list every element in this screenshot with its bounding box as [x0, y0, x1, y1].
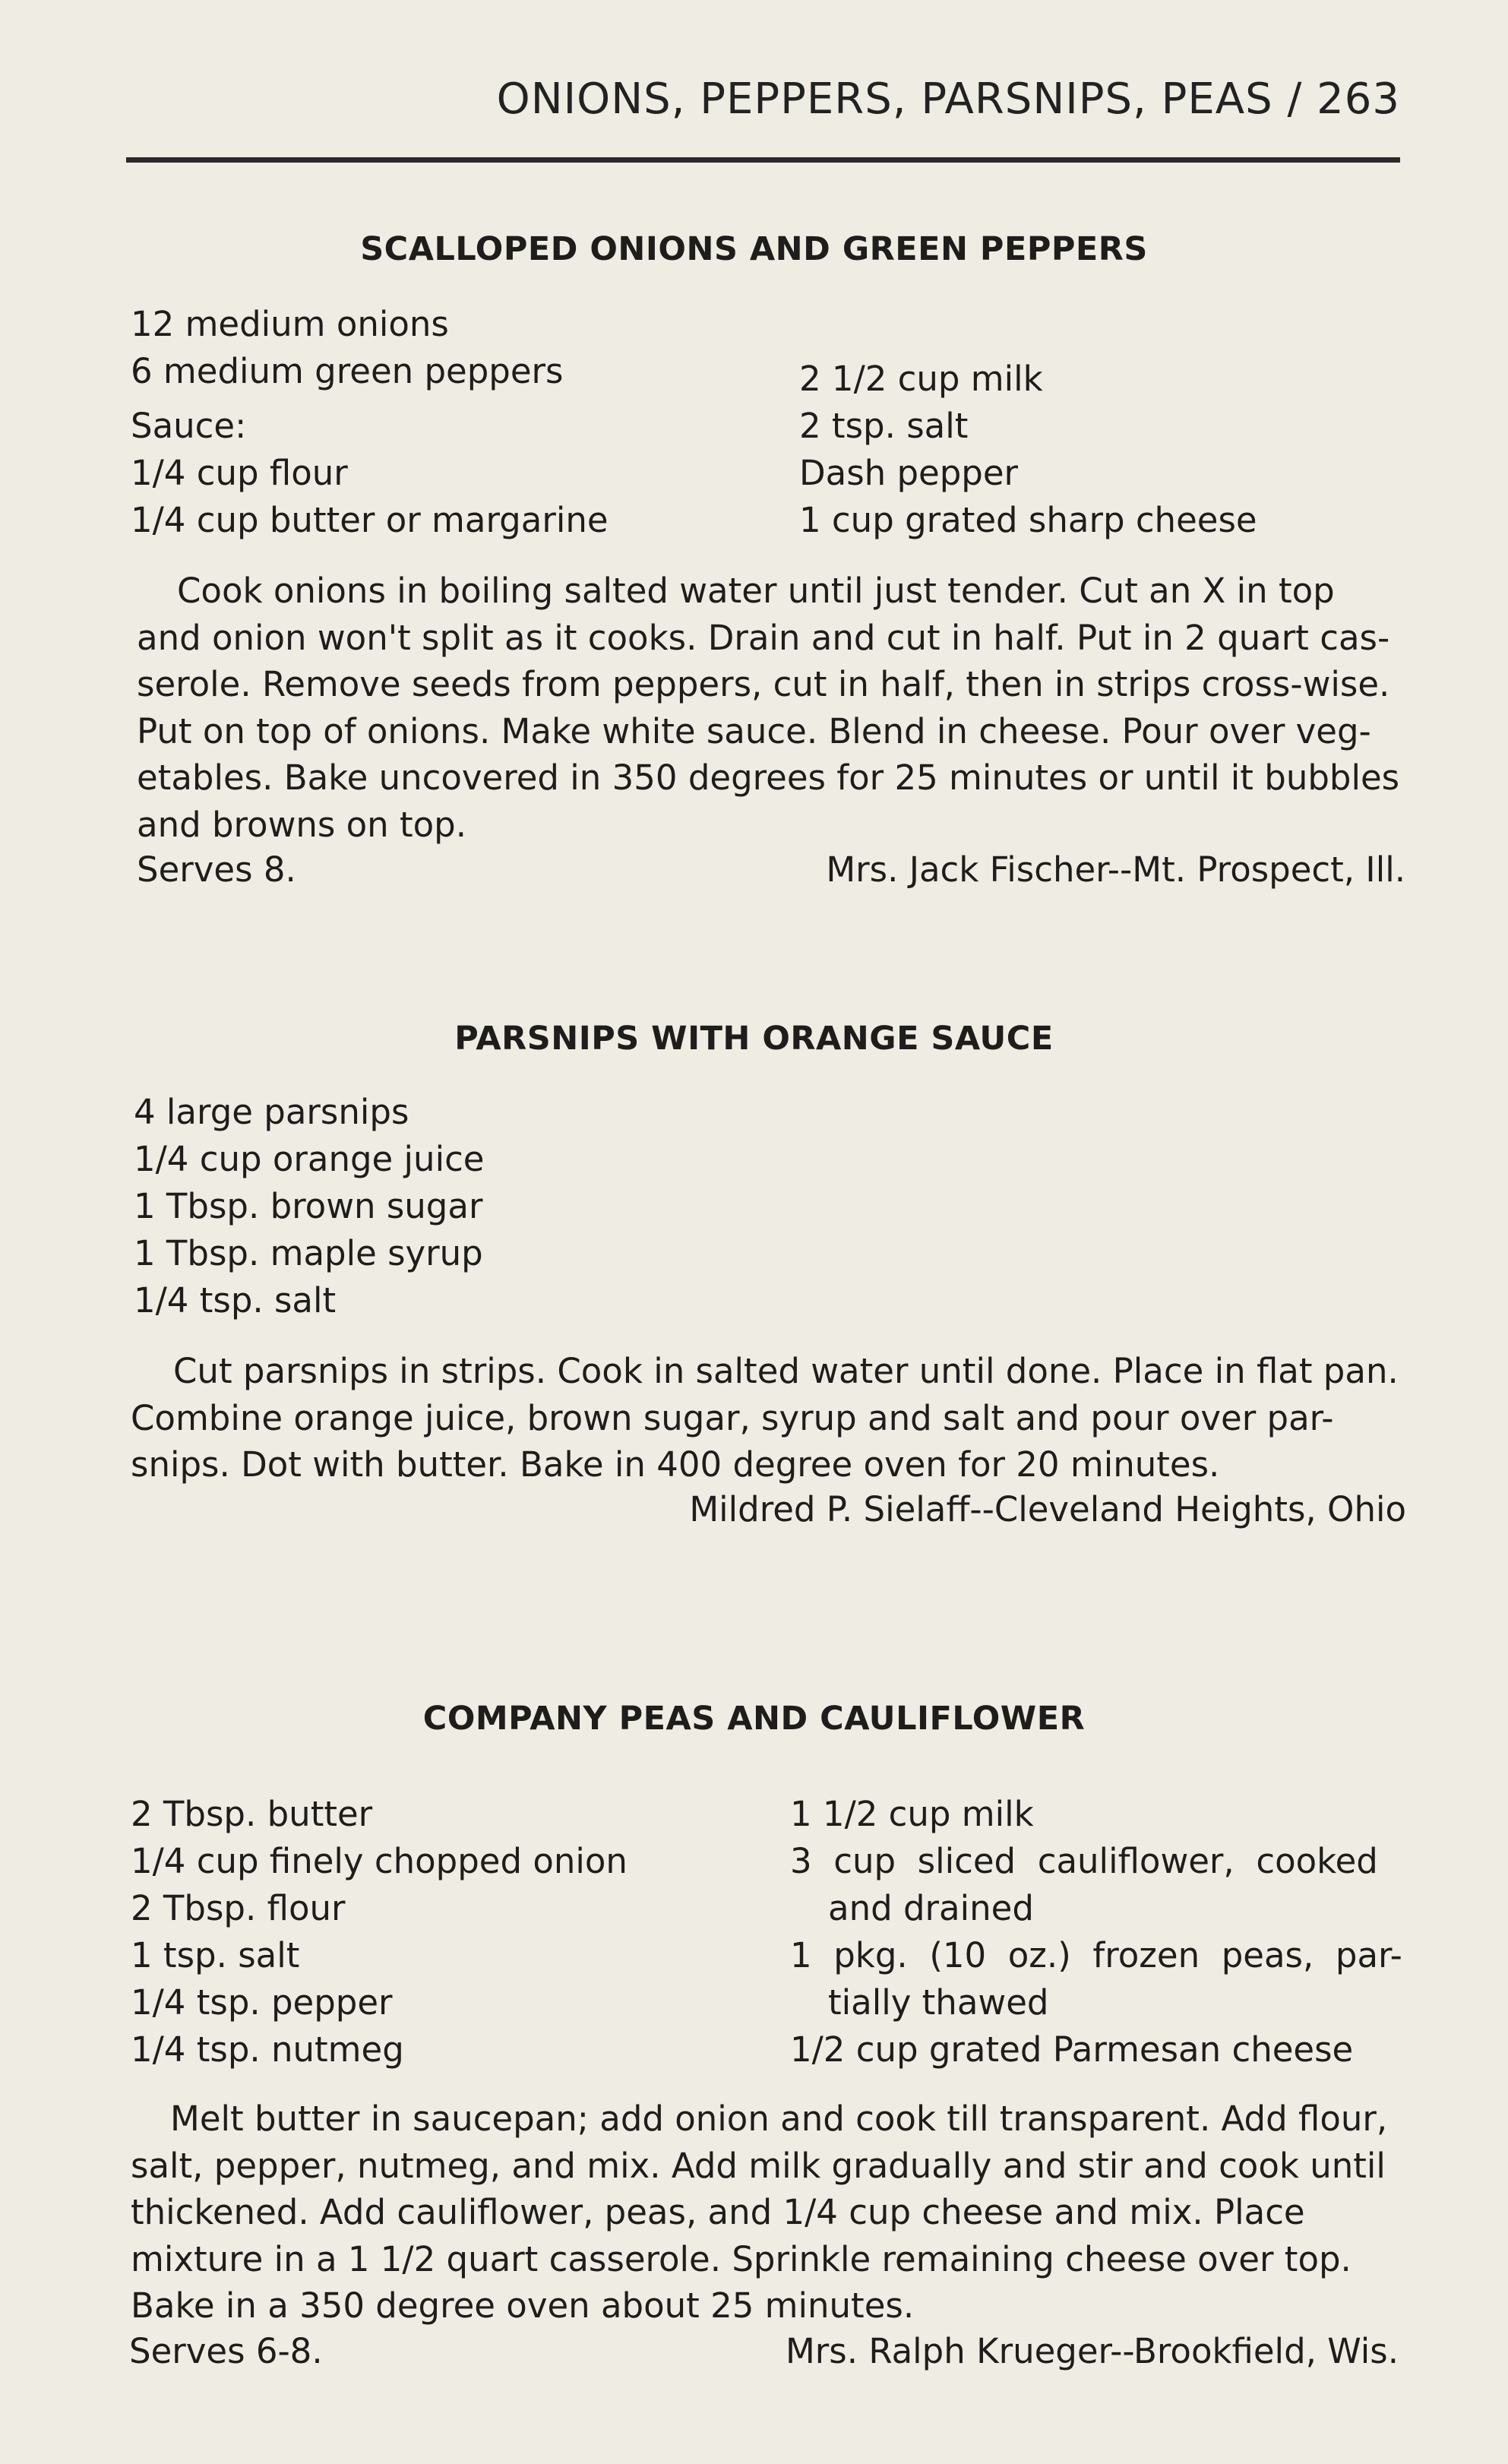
ingredient: 1/4 tsp. salt — [134, 1280, 337, 1321]
directions-line: Cook onions in boiling salted water until just tender. Cut an X in top — [177, 571, 1335, 611]
serves-text: Serves 6-8. — [129, 2331, 323, 2371]
ingredient: 1 tsp. salt — [131, 1935, 300, 1975]
directions-line: and browns on top. — [137, 804, 467, 845]
recipe-title-parsnips: PARSNIPS WITH ORANGE SAUCE — [454, 1020, 1054, 1058]
ingredient: 2 tsp. salt — [799, 406, 969, 446]
recipe-directions — [131, 1348, 1407, 1488]
serves-text: Serves 8. — [137, 849, 296, 890]
directions-line: etables. Bake uncovered in 350 degrees for 25 minutes or until it bubbles — [137, 758, 1400, 798]
ingredient: 1/4 cup flour — [131, 453, 348, 493]
directions-line: Cut parsnips in strips. Cook in salted water until done. Place in flat pan. — [173, 1351, 1399, 1391]
ingredient: 3 cup sliced cauliflower, cooked — [790, 1841, 1378, 1881]
directions-line: Put on top of onions. Make white sauce. Blend in cheese. Pour over veg- — [137, 710, 1371, 751]
ingredient: 1/4 cup butter or margarine — [131, 500, 609, 540]
ingredient: and drained — [828, 1888, 1034, 1928]
ingredient: 1/4 tsp. nutmeg — [131, 2029, 404, 2070]
recipe-title-scalloped-onions: SCALLOPED ONIONS AND GREEN PEPPERS — [360, 230, 1148, 268]
directions-line: mixture in a 1 1/2 quart casserole. Sprinkle remaining cheese over top. — [131, 2238, 1352, 2279]
ingredient: 2 Tbsp. butter — [131, 1794, 373, 1834]
ingredient: 1/2 cup grated Parmesan cheese — [790, 2029, 1354, 2070]
ingredient: 12 medium onions — [131, 304, 449, 344]
contributor-credit: Mrs. Jack Fischer--Mt. Prospect, Ill. — [826, 849, 1405, 890]
ingredient: 1 1/2 cup milk — [790, 1794, 1034, 1834]
ingredient: 1/4 cup finely chopped onion — [131, 1841, 628, 1881]
ingredient: 1/4 tsp. pepper — [131, 1982, 393, 2023]
directions-line: snips. Dot with butter. Bake in 400 degree oven for 20 minutes. — [131, 1444, 1220, 1485]
ingredient: 6 medium green peppers — [131, 351, 564, 391]
directions-line: salt, pepper, nutmeg, and mix. Add milk gradually and stir and cook until — [131, 2145, 1386, 2186]
directions-line: Bake in a 350 degree oven about 25 minutes. — [131, 2285, 915, 2326]
ingredient: Sauce: — [131, 406, 247, 446]
ingredient: tially thawed — [828, 1982, 1049, 2023]
ingredient: 2 1/2 cup milk — [799, 359, 1043, 399]
ingredient: 2 Tbsp. flour — [131, 1888, 346, 1928]
directions-line: thickened. Add cauliflower, peas, and 1/4 cup cheese and mix. Place — [131, 2192, 1305, 2232]
ingredient: 4 large parsnips — [134, 1092, 409, 1132]
recipe-directions — [131, 2096, 1403, 2330]
directions-line: Combine orange juice, brown sugar, syrup and salt and pour over par- — [131, 1397, 1334, 1438]
ingredient: 1/4 cup orange juice — [134, 1139, 485, 1179]
contributor-credit: Mildred P. Sielaff--Cleveland Heights, Ohio — [689, 1489, 1406, 1529]
directions-line: and onion won't split as it cooks. Drain and cut in half. Put in 2 quart cas- — [137, 617, 1390, 658]
directions-line: Melt butter in saucepan; add onion and cook till transparent. Add flour, — [170, 2099, 1388, 2139]
recipe-directions — [137, 568, 1405, 848]
contributor-credit: Mrs. Ralph Krueger--Brookfield, Wis. — [785, 2331, 1399, 2371]
running-head: ONIONS, PEPPERS, PARSNIPS, PEAS / 263 — [496, 74, 1400, 124]
ingredient: Dash pepper — [799, 453, 1019, 493]
recipe-title-company-peas: COMPANY PEAS AND CAULIFLOWER — [422, 1700, 1086, 1738]
ingredient: 1 cup grated sharp cheese — [799, 500, 1257, 540]
ingredient: 1 pkg. (10 oz.) frozen peas, par- — [790, 1935, 1402, 1975]
ingredient: 1 Tbsp. maple syrup — [134, 1233, 483, 1273]
header-rule — [126, 157, 1400, 163]
directions-line: serole. Remove seeds from peppers, cut in half, then in strips cross-wise. — [137, 664, 1390, 704]
ingredient: 1 Tbsp. brown sugar — [134, 1186, 483, 1226]
